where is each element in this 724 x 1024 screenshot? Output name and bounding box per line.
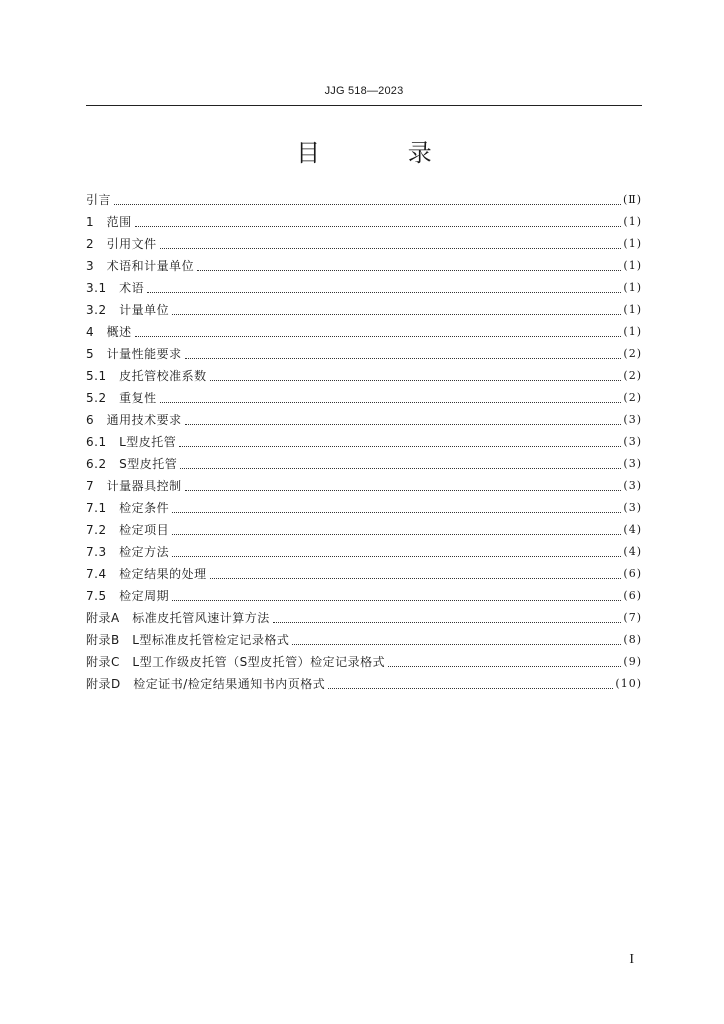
- toc-leader-dots: [172, 511, 621, 513]
- toc-entry-label: 3 术语和计量单位: [86, 259, 195, 273]
- toc-leader-dots: [180, 467, 621, 469]
- page-title: 目 录: [296, 139, 472, 167]
- page-number: I: [629, 952, 634, 967]
- toc-leader-dots: [135, 225, 622, 227]
- toc-entry-page: (1): [623, 303, 642, 316]
- toc-entry[interactable]: [86, 409, 642, 431]
- toc-entry-label: 附录C L型工作级皮托管（S型皮托管）检定记录格式: [86, 655, 386, 669]
- toc-entry-page: (1): [623, 215, 642, 228]
- header-divider: [86, 105, 642, 106]
- toc-entry-page: (7): [623, 611, 642, 624]
- toc-entry[interactable]: [86, 585, 642, 607]
- toc-leader-dots: [172, 313, 621, 315]
- toc-entry-page: (6): [623, 567, 642, 580]
- toc-entry-page: (3): [623, 435, 642, 448]
- toc-leader-dots: [328, 687, 613, 689]
- toc-entry-page: (4): [623, 523, 642, 536]
- toc-entry[interactable]: [86, 365, 642, 387]
- toc-leader-dots: [210, 577, 622, 579]
- toc-leader-dots: [273, 621, 622, 623]
- toc-entry[interactable]: [86, 211, 642, 233]
- table-of-contents: [86, 189, 642, 695]
- toc-entry[interactable]: [86, 321, 642, 343]
- toc-leader-dots: [147, 291, 621, 293]
- toc-entry-label: 7.3 检定方法: [86, 545, 170, 559]
- toc-leader-dots: [292, 643, 621, 645]
- toc-entry[interactable]: [86, 673, 642, 695]
- toc-entry-page: (1): [623, 281, 642, 294]
- toc-entry-page: (Ⅱ): [622, 193, 642, 206]
- toc-entry-label: 5.1 皮托管校准系数: [86, 369, 207, 383]
- toc-leader-dots: [185, 357, 622, 359]
- toc-leader-dots: [172, 555, 621, 557]
- toc-entry-page: (3): [623, 413, 642, 426]
- toc-entry[interactable]: [86, 233, 642, 255]
- toc-entry[interactable]: [86, 299, 642, 321]
- toc-leader-dots: [172, 533, 621, 535]
- toc-entry-page: (9): [623, 655, 642, 668]
- toc-entry-label: 3.1 术语: [86, 281, 145, 295]
- toc-entry-label: 1 范围: [86, 215, 132, 229]
- toc-leader-dots: [135, 335, 622, 337]
- toc-entry[interactable]: [86, 343, 642, 365]
- toc-entry[interactable]: [86, 497, 642, 519]
- toc-entry-page: (6): [623, 589, 642, 602]
- toc-entry-page: (3): [623, 501, 642, 514]
- toc-entry-label: 2 引用文件: [86, 237, 157, 251]
- toc-entry[interactable]: [86, 387, 642, 409]
- toc-entry[interactable]: [86, 189, 642, 211]
- toc-entry-label: 7.2 检定项目: [86, 523, 170, 537]
- toc-entry-label: 4 概述: [86, 325, 132, 339]
- toc-entry[interactable]: [86, 277, 642, 299]
- toc-entry[interactable]: [86, 629, 642, 651]
- toc-entry-label: 引言: [86, 193, 112, 207]
- toc-entry-page: (3): [623, 457, 642, 470]
- toc-entry-label: 6.2 S型皮托管: [86, 457, 178, 471]
- toc-leader-dots: [172, 599, 621, 601]
- toc-entry-page: (10): [615, 677, 642, 690]
- toc-entry[interactable]: [86, 453, 642, 475]
- toc-leader-dots: [185, 423, 622, 425]
- standard-id: JJG 518—2023: [324, 85, 404, 97]
- toc-entry-label: 7.4 检定结果的处理: [86, 567, 207, 581]
- toc-entry-label: 附录D 检定证书/检定结果通知书内页格式: [86, 677, 326, 691]
- toc-entry[interactable]: [86, 563, 642, 585]
- toc-entry-label: 附录B L型标准皮托管检定记录格式: [86, 633, 290, 647]
- toc-leader-dots: [114, 203, 621, 205]
- toc-entry-page: (4): [623, 545, 642, 558]
- toc-entry-page: (2): [623, 369, 642, 382]
- toc-leader-dots: [185, 489, 622, 491]
- toc-leader-dots: [210, 379, 622, 381]
- toc-entry-page: (2): [623, 347, 642, 360]
- toc-entry-label: 附录A 标准皮托管风速计算方法: [86, 611, 270, 625]
- toc-entry-label: 7.1 检定条件: [86, 501, 170, 515]
- toc-entry-label: 5.2 重复性: [86, 391, 157, 405]
- toc-entry-label: 5 计量性能要求: [86, 347, 182, 361]
- document-header: [86, 84, 642, 106]
- toc-entry-label: 6 通用技术要求: [86, 413, 182, 427]
- toc-entry[interactable]: [86, 475, 642, 497]
- toc-entry-label: 7.5 检定周期: [86, 589, 170, 603]
- toc-leader-dots: [179, 445, 621, 447]
- toc-entry[interactable]: [86, 431, 642, 453]
- toc-entry[interactable]: [86, 255, 642, 277]
- toc-leader-dots: [388, 665, 621, 667]
- toc-entry-page: (2): [623, 391, 642, 404]
- toc-entry[interactable]: [86, 607, 642, 629]
- toc-entry-page: (1): [623, 237, 642, 250]
- toc-entry-page: (3): [623, 479, 642, 492]
- toc-leader-dots: [160, 247, 622, 249]
- toc-entry-page: (8): [623, 633, 642, 646]
- toc-entry-page: (1): [623, 325, 642, 338]
- toc-entry[interactable]: [86, 541, 642, 563]
- toc-leader-dots: [197, 269, 621, 271]
- toc-entry-page: (1): [623, 259, 642, 272]
- toc-entry-label: 6.1 L型皮托管: [86, 435, 177, 449]
- toc-leader-dots: [160, 401, 622, 403]
- toc-entry[interactable]: [86, 519, 642, 541]
- toc-entry-label: 7 计量器具控制: [86, 479, 182, 493]
- toc-entry[interactable]: [86, 651, 642, 673]
- toc-entry-label: 3.2 计量单位: [86, 303, 170, 317]
